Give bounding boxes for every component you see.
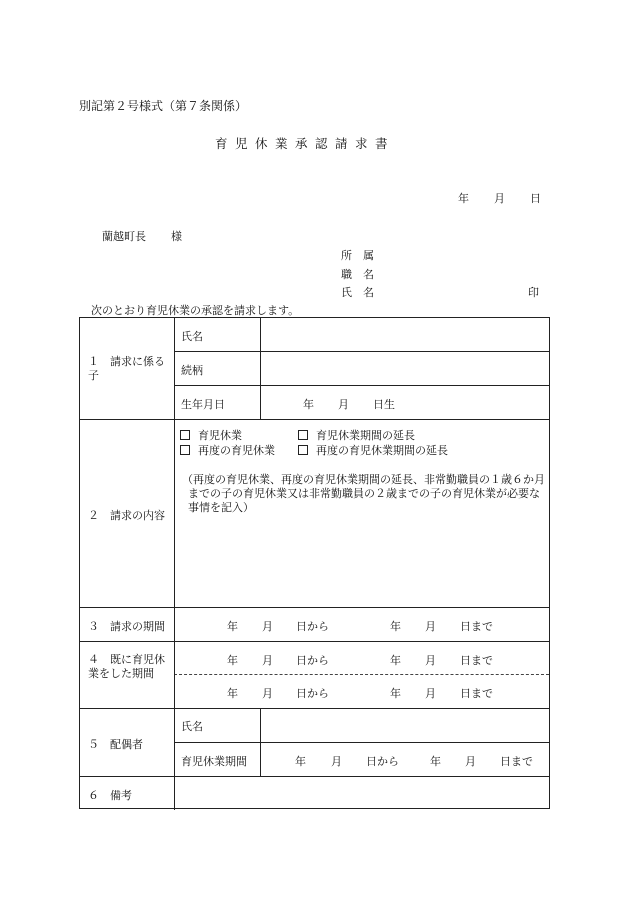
prior1-from-day: 日から — [296, 654, 329, 667]
option-repeat-extension[interactable]: 再度の育児休業期間の延長 — [298, 442, 448, 458]
child-relation-label: 続柄 — [181, 364, 203, 377]
prior1-to-day: 日まで — [460, 654, 493, 667]
spouse-name-label: 氏名 — [181, 720, 203, 733]
position-label: 職 名 — [341, 268, 374, 281]
checkbox-icon[interactable] — [180, 445, 190, 455]
prior1-to-month: 月 — [425, 654, 436, 667]
section1-label: １ 請求に係る子 — [88, 355, 165, 382]
section5-label: ５ 配偶者 — [88, 738, 143, 751]
request-table — [79, 317, 550, 809]
section4-label: ４ 既に育児休業をした期間 — [88, 653, 165, 680]
prior1-to-year: 年 — [390, 654, 401, 667]
form-label: 別記第２号様式（第７条関係） — [79, 99, 248, 113]
child-birthdate-label: 生年月日 — [181, 398, 225, 411]
prior1-from-year: 年 — [227, 654, 238, 667]
spouse-to-month: 月 — [465, 755, 476, 768]
child-name-label: 氏名 — [181, 330, 203, 343]
request-from-month: 月 — [262, 620, 273, 633]
spouse-to-year: 年 — [430, 755, 441, 768]
option-leave-extension[interactable]: 育児休業期間の延長 — [298, 427, 415, 443]
birth-year: 年 — [303, 398, 314, 411]
checkbox-icon[interactable] — [298, 445, 308, 455]
addressee-name: 蘭越町長 — [102, 230, 146, 243]
checkbox-icon[interactable] — [180, 430, 190, 440]
date-day: 日 — [530, 192, 541, 205]
prior2-from-year: 年 — [227, 687, 238, 700]
section2-note: （再度の育児休業、再度の育児休業期間の延長、非常勤職員の１歳６か月までの子の育児休業又は非常勤職員の２歳までの子の育児休業が必要な事情を記入） — [182, 473, 545, 514]
birth-day: 日生 — [373, 398, 395, 411]
request-to-day: 日まで — [460, 620, 493, 633]
seal-label: 印 — [528, 286, 539, 299]
option-childcare-leave[interactable]: 育児休業 — [180, 427, 242, 443]
name-label: 氏 名 — [341, 286, 374, 299]
request-from-year: 年 — [227, 620, 238, 633]
option-repeat-leave[interactable]: 再度の育児休業 — [180, 442, 275, 458]
addressee-honorific: 様 — [171, 230, 182, 243]
intro-text: 次のとおり育児休業の承認を請求します。 — [91, 304, 300, 317]
spouse-period-label: 育児休業期間 — [181, 755, 247, 768]
spouse-from-day: 日から — [366, 755, 399, 768]
spouse-from-month: 月 — [331, 755, 342, 768]
prior1-from-month: 月 — [262, 654, 273, 667]
spouse-to-day: 日まで — [500, 755, 533, 768]
prior2-from-day: 日から — [296, 687, 329, 700]
prior2-from-month: 月 — [262, 687, 273, 700]
prior2-to-year: 年 — [390, 687, 401, 700]
affiliation-label: 所 属 — [341, 249, 374, 262]
checkbox-icon[interactable] — [298, 430, 308, 440]
prior2-to-day: 日まで — [460, 687, 493, 700]
section6-label: ６ 備考 — [88, 789, 132, 802]
section2-label: ２ 請求の内容 — [88, 509, 165, 522]
request-to-month: 月 — [425, 620, 436, 633]
date-month: 月 — [494, 192, 505, 205]
request-to-year: 年 — [390, 620, 401, 633]
page-title: 育児休業承認請求書 — [215, 136, 396, 151]
birth-month: 月 — [338, 398, 349, 411]
request-from-day: 日から — [296, 620, 329, 633]
spouse-from-year: 年 — [295, 755, 306, 768]
section3-label: ３ 請求の期間 — [88, 620, 165, 633]
prior2-to-month: 月 — [425, 687, 436, 700]
date-year: 年 — [458, 192, 469, 205]
